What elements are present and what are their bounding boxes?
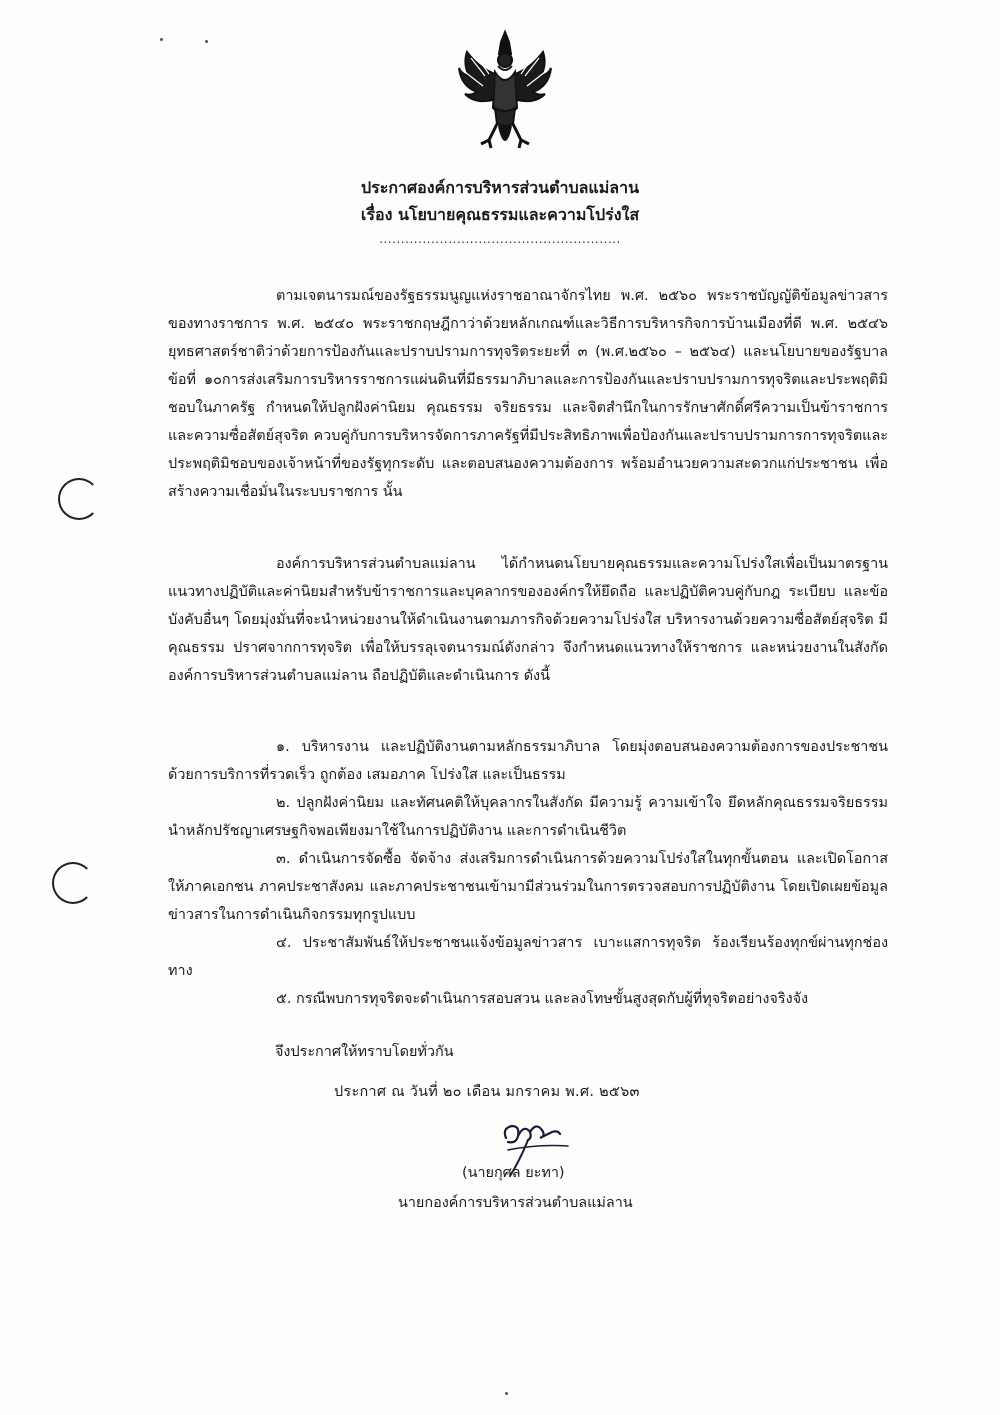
announcement-date: ประกาศ ณ วันที่ ๒๐ เดือน มกราคม พ.ศ. ๒๕๖๓ — [334, 1084, 640, 1100]
policy-list — [168, 733, 888, 1013]
signer-name: (นายกุศล ยะทา) — [462, 1165, 565, 1181]
dotted-separator: ........................................................ — [379, 232, 621, 246]
list-item: ๓. ดำเนินการจัดซื้อ จัดจ้าง ส่งเสริมการดำเนินการด้วยความโปร่งใสในทุกขั้นตอน และเปิดโอกาสให้ภาคเอกชน ภาคประชาสังคม และภาคประชาชนเข้ามามีส่วนร่วมในการตรวจสอบการปฏิบัติงาน โดยเปิดเผยข้อมูลข่าวสารในการดำเนินกิจกรรมทุกรูปแบบ — [168, 851, 888, 923]
list-item: ๑. บริหารงาน และปฏิบัติงานตามหลักธรรมาภิบาล โดยมุ่งตอบสนองความต้องการของประชาชนด้วยการบริการที่รวดเร็ว ถูกต้อง เสมอภาค โปร่งใส และเป็นธรรม — [168, 739, 888, 783]
list-item: ๒. ปลูกฝังค่านิยม และทัศนคติให้บุคลากรในสังกัด มีความรู้ ความเข้าใจ ยึดหลักคุณธรรมจริยธรรม นำหลักปรัชญาเศรษฐกิจพอเพียงมาใช้ในการปฏิบัติงาน และการดำเนินชีวิต — [168, 795, 888, 839]
closing-statement: จึงประกาศให้ทราบโดยทั่วกัน — [275, 1044, 454, 1060]
scan-speck — [505, 1392, 508, 1395]
scan-speck — [205, 40, 208, 43]
punch-hole-mark — [58, 478, 100, 520]
punch-hole-mark — [52, 862, 94, 904]
announcement-title: ประกาศองค์การบริหารส่วนตำบลแม่ลาน — [360, 178, 640, 197]
list-item: ๕. กรณีพบการทุจริตจะดำเนินการสอบสวน และลงโทษขั้นสูงสุดกับผู้ที่ทุจริตอย่างจริงจัง — [276, 991, 809, 1007]
paragraph-text: ตามเจตนารมณ์ของรัฐธรรมนูญแห่งราชอาณาจักรไทย พ.ศ. ๒๕๖๐ พระราชบัญญัติข้อมูลข่าวสารของทางราชการ พ.ศ. ๒๕๔๐ พระราชกฤษฎีกาว่าด้วยหลักเกณฑ์และวิธีการบริหารกิจการบ้านเมืองที่ดี พ.ศ. ๒๕๔๖ ยุทธศาสตร์ชาติว่าด้วยการป้องกันและปราบปรามการทุจริตระยะที่ ๓ (พ.ศ.๒๕๖๐ – ๒๕๖๔) และนโยบายของรัฐบาล ข้อที่ ๑๐การส่งเสริมการบริหารราชการแผ่นดินที่มีธรรมาภิบาลและการป้องกันและปราบปรามการทุจริตและประพฤติมิชอบในภาครัฐ กำหนดให้ปลูกฝังค่านิยม คุณธรรม จริยธรรม และจิตสำนึกในการรักษาศักดิ์ศรีความเป็นข้าราชการและความซื่อสัตย์สุจริต ควบคู่กับการบริหารจัดการภาครัฐที่มีประสิทธิภาพเพื่อป้องกันและปราบปรามการการทุจริตและประพฤติมิชอบของเจ้าหน้าที่ของรัฐทุกระดับ และตอบสนองความต้องการ พร้อมอำนวยความสะดวกแก่ประชาชน เพื่อสร้างความเชื่อมั่นในระบบราชการ นั้น — [168, 288, 888, 500]
signer-position: นายกองค์การบริหารส่วนตำบลแม่ลาน — [398, 1195, 633, 1211]
body-paragraph-1 — [168, 282, 888, 506]
list-item: ๔. ประชาสัมพันธ์ให้ประชาชนแจ้งข้อมูลข่าวสาร เบาะแสการทุจริต ร้องเรียนร้องทุกข์ผ่านทุกช่องทาง — [168, 935, 888, 979]
paragraph-text: องค์การบริหารส่วนตำบลแม่ลาน ได้กำหนดนโยบายคุณธรรมและความโปร่งใสเพื่อเป็นมาตรฐานแนวทางปฏิบัติและค่านิยมสำหรับข้าราชการและบุคลากรขององค์กรให้ยึดถือ และปฏิบัติควบคู่กับกฎ ระเบียบ และข้อบังคับอื่นๆ โดยมุ่งมั่นที่จะนำหน่วยงานให้ดำเนินงานตามภารกิจด้วยความโปร่งใส บริหารงานด้วยความซื่อสัตย์สุจริต มีคุณธรรม ปราศจากการทุจริต เพื่อให้บรรลุเจตนารมณ์ดังกล่าว จึงกำหนดแนวทางให้ราชการ และหน่วยงานในสังกัดองค์การบริหารส่วนตำบลแม่ลาน ถือปฏิบัติและดำเนินการ ดังนี้ — [168, 556, 888, 684]
garuda-emblem-icon — [455, 28, 555, 158]
body-paragraph-2 — [168, 550, 888, 690]
announcement-subject: เรื่อง นโยบายคุณธรรมและความโปร่งใส — [360, 205, 640, 224]
scan-speck — [160, 38, 163, 41]
